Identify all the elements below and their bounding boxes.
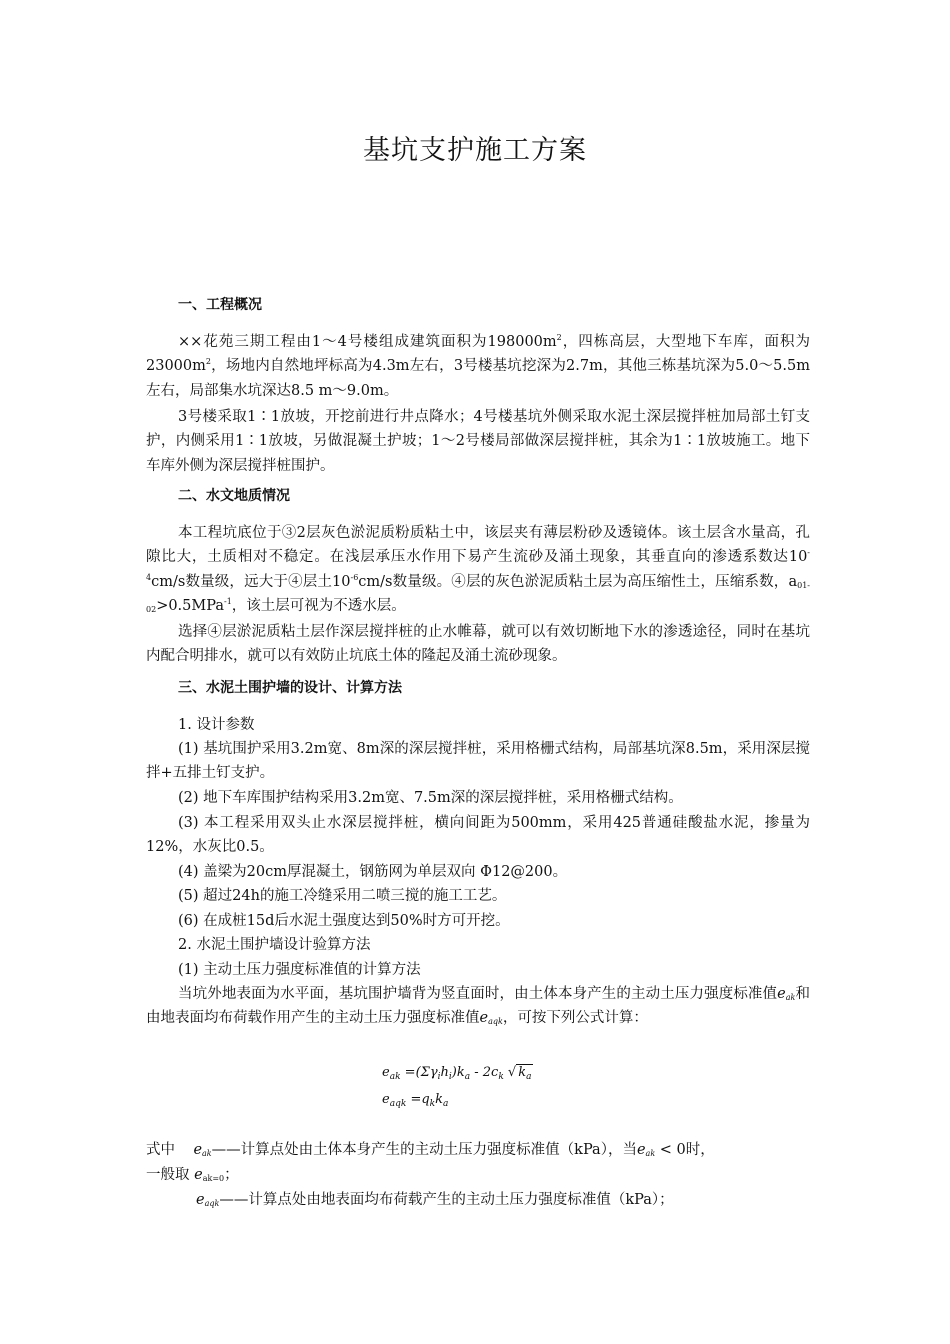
definition-eak: 式中 $e_{ak}——$计算点处由土体本身产生的主动土压力强度标准值（kPa），当$e_{ak} < 0$时，	[146, 1142, 715, 1158]
design-item-6: (6) 在成桩15d后水泥土强度达到50%时方可开挖。	[178, 913, 510, 929]
design-method-item-1: (1) 主动土压力强度标准值的计算方法	[178, 962, 421, 978]
design-item-3: (3) 本工程采用双头止水深层搅拌桩，横向间距为500mm，采用425普通硅酸盐水泥，掺量为12%，水灰比0.5。	[146, 815, 810, 856]
formula-line-2: $e_{aqk} =q_kk_a$	[382, 1092, 449, 1109]
definition-eak-default: 一般取 $e_{ak=0}$；	[146, 1167, 239, 1183]
section-heading-overview: 一、工程概况	[178, 297, 262, 313]
formula-line-1: $e_{ak} =(\Sigma\gamma_ih_i)k_a - 2c_k$ √ $k_a$	[382, 1065, 532, 1082]
hydrogeology-paragraph-1: 本工程坑底位于③2层灰色淤泥质粉质粘土中，该层夹有薄层粉砂及透镜体。该土层含水量高，孔隙比大，土质相对不稳定。在浅层承压水作用下易产生流砂及涌土现象，其垂直向的渗透系数达$10^{-4}cm/s$数量级，远大于④层土$10^{-6}cm/s$数量级。④层的灰色淤泥质粘土层为高压缩性土，压缩系数，$a_{01-02}>0.5MPa^{-1}$，该土层可视为不透水层。	[146, 525, 810, 615]
calculation-paragraph: 当坑外地表面为水平面，基坑围护墙背为竖直面时，由土体本身产生的主动土压力强度标准值$e_{ak}$和由地表面均布荷载作用产生的主动土压力强度标准值$e_{aqk}$，可按下列公式计算：	[146, 986, 811, 1027]
design-subheading-parameters: 1. 设计参数	[178, 717, 255, 733]
section-heading-design: 三、水泥土围护墙的设计、计算方法	[178, 680, 402, 696]
definition-eaqk: $e_{aqk}——$计算点处由地表面均布荷载产生的主动土压力强度标准值（kPa）；	[196, 1192, 674, 1208]
design-item-5: (5) 超过24h的施工冷缝采用二喷三搅的施工工艺。	[178, 888, 507, 904]
design-item-1: (1) 基坑围护采用3.2m宽、8m深的深层搅拌桩，采用格栅式结构，局部基坑深8.5m，采用深层搅拌+五排土钉支护。	[146, 741, 810, 782]
overview-paragraph-1: ××花苑三期工程由1～4号楼组成建筑面积为$198000m^2$，四栋高层，大型地下车库，面积为$23000m^2$，场地内自然地坪标高为4.3m左右，3号楼基坑挖深为2.7m，其他三栋基坑深为5.0～5.5m左右，局部集水坑深达8.5 m～9.0m。	[146, 333, 810, 399]
design-subheading-methods: 2. 水泥土围护墙设计验算方法	[178, 937, 371, 953]
design-item-4: (4) 盖梁为20cm厚混凝土，钢筋网为单层双向 Φ12@200。	[178, 864, 568, 880]
document-title: 基坑支护施工方案	[363, 135, 587, 166]
design-item-2: (2) 地下车库围护结构采用3.2m宽、7.5m深的深层搅拌桩，采用格栅式结构。	[178, 790, 683, 806]
hydrogeology-paragraph-2: 选择④层淤泥质粘土层作深层搅拌桩的止水帷幕，就可以有效切断地下水的渗透途径，同时在基坑内配合明排水，就可以有效防止坑底土体的隆起及涌土流砂现象。	[146, 624, 810, 665]
overview-paragraph-2: 3号楼采取1∶1放坡，开挖前进行井点降水；4号楼基坑外侧采取水泥土深层搅拌桩加局部土钉支护，内侧采用1∶1放坡，另做混凝土护坡；1～2号楼局部做深层搅拌桩，其余为1∶1放坡施工。地下车库外侧为深层搅拌桩围护。	[146, 409, 810, 474]
section-heading-hydrogeology: 二、水文地质情况	[178, 488, 290, 504]
